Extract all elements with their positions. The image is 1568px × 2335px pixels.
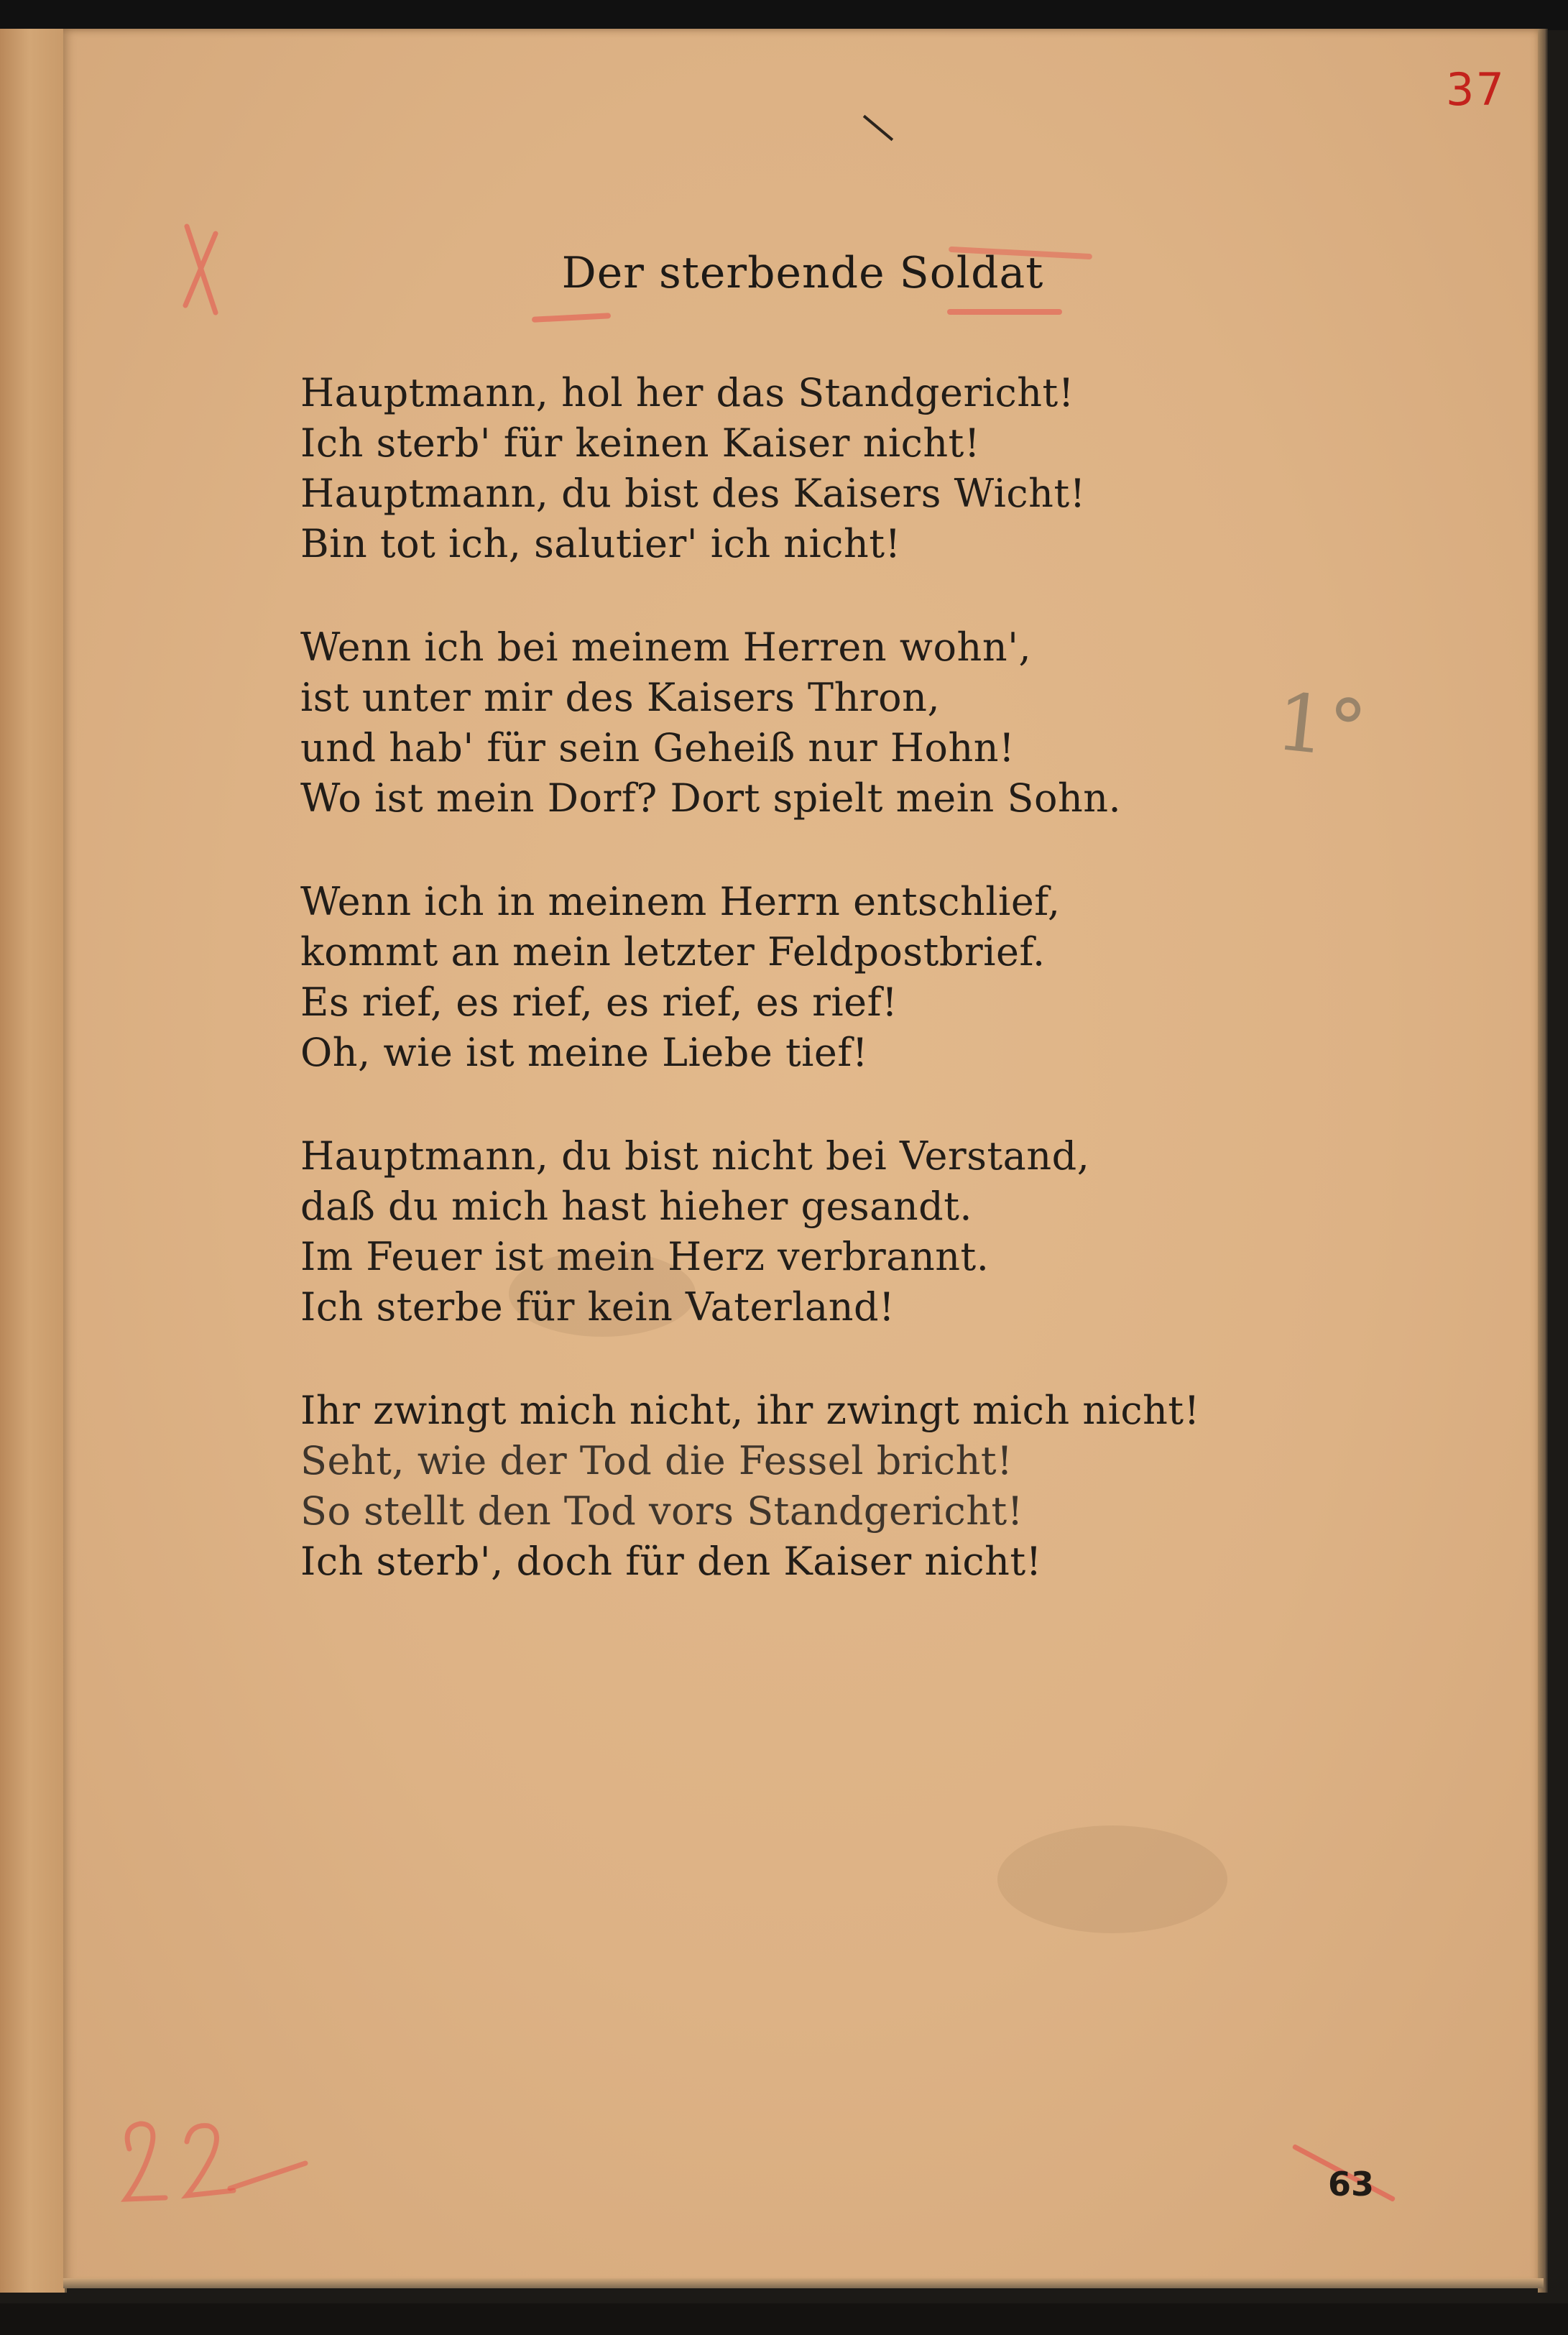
stanza — [300, 1131, 1306, 1332]
poem-line: Hauptmann, du bist nicht bei Verstand, — [300, 1133, 1090, 1179]
poem-line: kommt an mein letzter Feldpostbrief. — [300, 929, 1046, 975]
poem-line: daß du mich hast hieher gesandt. — [300, 1184, 973, 1229]
poem-line: Hauptmann, du bist des Kaisers Wicht! — [300, 471, 1086, 516]
stanza — [300, 1386, 1306, 1587]
poem-line: Wenn ich bei meinem Herren wohn', — [300, 625, 1032, 670]
poem-line: und hab' für sein Geheiß nur Hohn! — [300, 725, 1015, 770]
title-area — [63, 0, 1542, 431]
poem-line: Ich sterb' für keinen Kaiser nicht! — [300, 420, 981, 466]
poem-line: Im Feuer ist mein Herz verbrannt. — [300, 1234, 990, 1279]
poem-line: Wo ist mein Dorf? Dort spielt mein Sohn. — [300, 775, 1122, 821]
poem-line: Ich sterbe für kein Vaterland! — [300, 1284, 895, 1330]
poem-line: Seht, wie der Tod die Fessel bricht! — [300, 1438, 1013, 1483]
poem-line: Hauptmann, hol her das Standgericht! — [300, 370, 1074, 415]
scan-backdrop-bottom — [0, 2303, 1568, 2335]
stanza — [300, 877, 1306, 1078]
page-bottom-edge — [63, 2278, 1544, 2288]
poem-line: ist unter mir des Kaisers Thron, — [300, 675, 941, 720]
archive-number: 37 — [1446, 63, 1505, 116]
poem-line: Es rief, es rief, es rief, es rief! — [300, 980, 898, 1025]
poem-line: Bin tot ich, salutier' ich nicht! — [300, 521, 901, 566]
paper-stain — [997, 1825, 1227, 1933]
red-pencil-scribble — [108, 2106, 316, 2221]
left-page-edge — [0, 29, 67, 2293]
poem-line: Wenn ich in meinem Herrn entschlief, — [300, 879, 1061, 924]
poem-line: Ich sterb', doch für den Kaiser nicht! — [300, 1539, 1042, 1584]
poem-title: Der sterbende Soldat — [561, 248, 1044, 298]
poem-line: Oh, wie ist meine Liebe tief! — [300, 1030, 869, 1075]
pencil-margin-note: 1° — [1271, 675, 1371, 777]
stanza — [300, 368, 1306, 569]
page-number: 63 — [1328, 2165, 1375, 2203]
poem-line: So stellt den Tod vors Standgericht! — [300, 1488, 1023, 1534]
poem-line: Ihr zwingt mich nicht, ihr zwingt mich nicht! — [300, 1388, 1200, 1433]
stanza — [300, 622, 1306, 824]
poem-body — [300, 368, 1306, 1640]
